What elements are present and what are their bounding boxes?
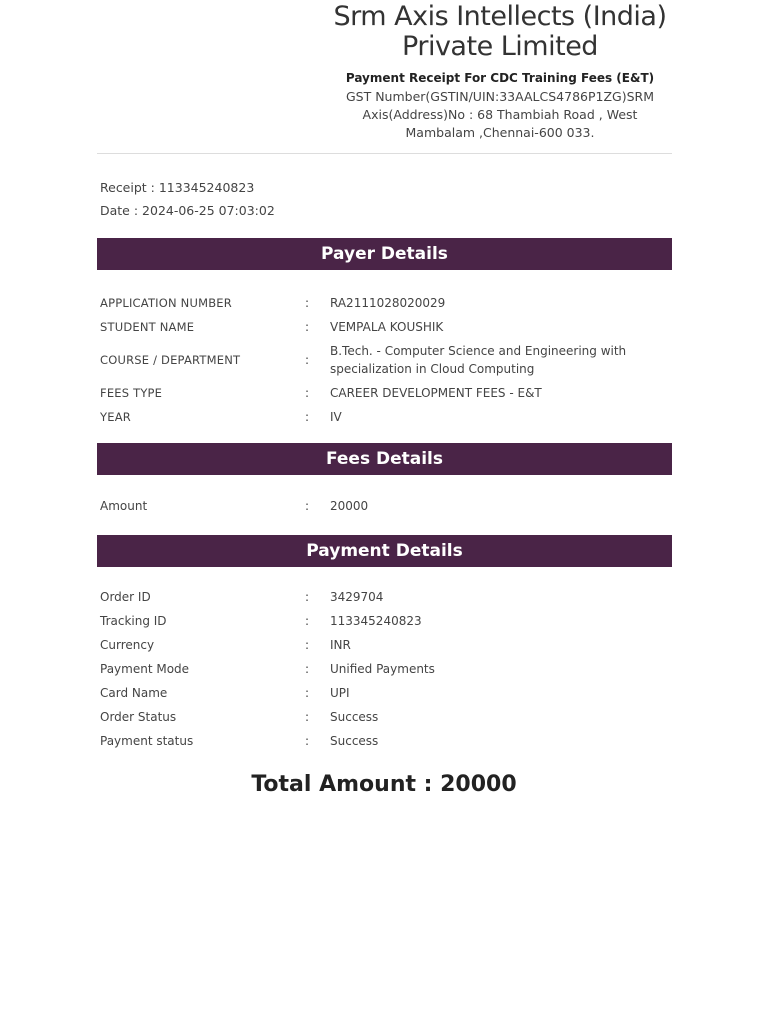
row-value: B.Tech. - Computer Science and Engineering with specialization in Cloud Computing — [330, 344, 627, 376]
table-row — [100, 339, 670, 381]
row-separator: : — [305, 734, 310, 748]
payment-details-heading: Payment Details — [97, 535, 672, 567]
row-separator: : — [305, 386, 310, 400]
row-value: CAREER DEVELOPMENT FEES - E&T — [330, 386, 542, 400]
row-separator: : — [305, 638, 310, 652]
row-key: YEAR — [100, 410, 131, 424]
row-separator: : — [305, 590, 310, 604]
row-value: Success — [330, 734, 379, 748]
gst-line3: Mambalam ,Chennai-600 033. — [405, 125, 595, 140]
table-row — [100, 585, 670, 609]
row-value: Unified Payments — [330, 662, 435, 676]
row-value: Success — [330, 710, 379, 724]
gst-line2: Axis(Address)No : 68 Thambiah Road , West — [362, 107, 638, 122]
row-separator: : — [305, 662, 310, 676]
row-value: 20000 — [330, 499, 369, 513]
table-row — [100, 381, 670, 405]
table-row — [100, 729, 670, 753]
row-separator: : — [305, 296, 310, 310]
row-key: Order Status — [100, 710, 177, 724]
total-amount: Total Amount : 20000 — [251, 772, 517, 797]
row-value: 3429704 — [330, 590, 384, 604]
payer-details-table — [100, 291, 670, 429]
table-row — [100, 681, 670, 705]
fees-details-table — [100, 494, 670, 518]
row-separator: : — [305, 614, 310, 628]
table-row — [100, 705, 670, 729]
row-key: Amount — [100, 499, 148, 513]
table-row — [100, 609, 670, 633]
receipt-number: Receipt : 113345240823 — [100, 180, 255, 195]
row-key: Order ID — [100, 590, 151, 604]
row-separator: : — [305, 686, 310, 700]
row-key: APPLICATION NUMBER — [100, 296, 232, 310]
receipt-subtitle: Payment Receipt For CDC Training Fees (E&T) — [345, 71, 655, 85]
gst-address — [330, 88, 670, 142]
table-row — [100, 291, 670, 315]
payment-details-table — [100, 585, 670, 753]
receipt-info — [100, 176, 275, 222]
fees-details-heading: Fees Details — [97, 443, 672, 475]
company-name-line1: Srm Axis Intellects (India) — [333, 1, 667, 32]
row-key: Payment status — [100, 734, 194, 748]
row-value: VEMPALA KOUSHIK — [330, 320, 444, 334]
table-row — [100, 405, 670, 429]
row-key: STUDENT NAME — [100, 320, 195, 334]
row-value: 113345240823 — [330, 614, 422, 628]
row-separator: : — [305, 410, 310, 424]
company-name — [330, 2, 670, 62]
table-row — [100, 657, 670, 681]
row-key: Card Name — [100, 686, 168, 700]
row-key: Payment Mode — [100, 662, 190, 676]
receipt-header — [330, 2, 670, 142]
header-divider — [97, 153, 672, 154]
row-separator: : — [305, 710, 310, 724]
table-row — [100, 315, 670, 339]
row-key: COURSE / DEPARTMENT — [100, 353, 241, 367]
receipt-date: Date : 2024-06-25 07:03:02 — [100, 203, 275, 218]
row-key: Tracking ID — [100, 614, 167, 628]
table-row — [100, 633, 670, 657]
row-key: Currency — [100, 638, 155, 652]
row-separator: : — [305, 320, 310, 334]
table-row — [100, 494, 670, 518]
row-separator: : — [305, 499, 310, 513]
row-value: IV — [330, 410, 342, 424]
row-separator: : — [305, 353, 310, 367]
row-value: RA2111028020029 — [330, 296, 446, 310]
company-name-line2: Private Limited — [402, 31, 598, 62]
row-value: INR — [330, 638, 351, 652]
row-value: UPI — [330, 686, 350, 700]
row-key: FEES TYPE — [100, 386, 163, 400]
gst-line1: GST Number(GSTIN/UIN:33AALCS4786P1ZG)SRM — [345, 89, 655, 104]
payer-details-heading: Payer Details — [97, 238, 672, 270]
